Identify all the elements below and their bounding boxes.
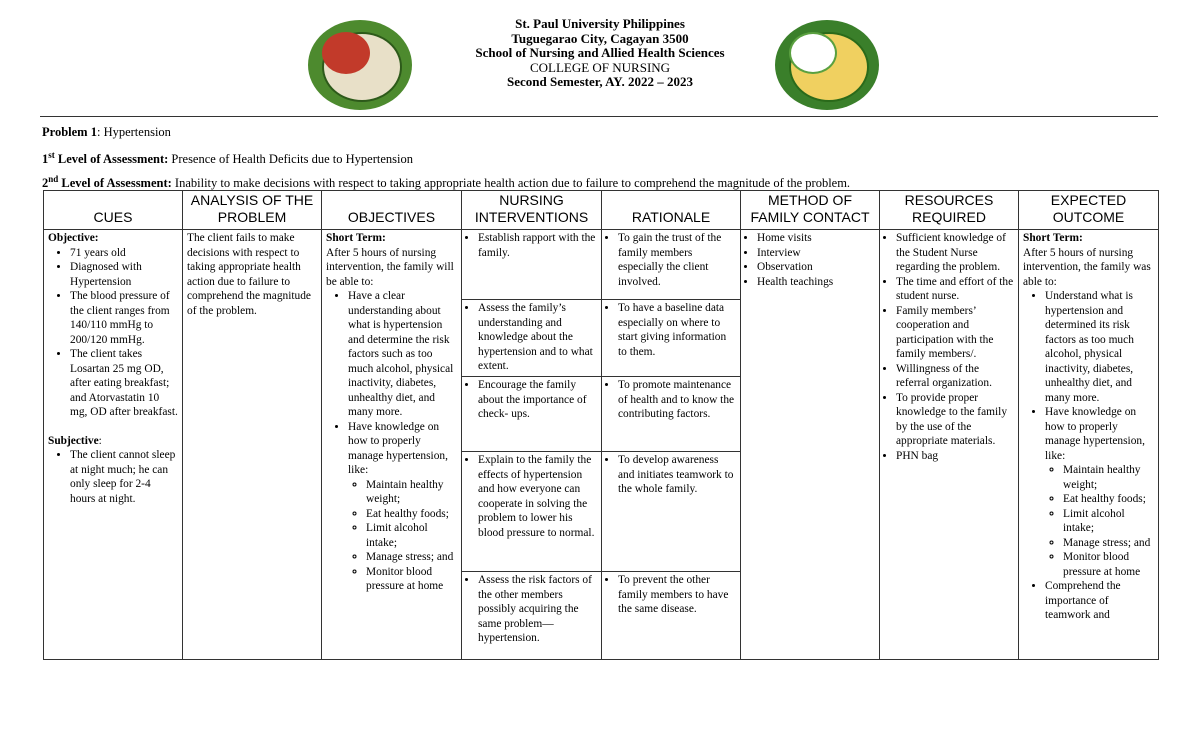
family-nursing-care-plan-table	[43, 190, 1159, 660]
rationale-cell: • To develop awareness and initiates teamwork to the whole family.	[602, 452, 741, 572]
intervention-cell: • Explain to the family the effects of hypertension and how everyone can cooperate in solving the problem to lower his blood pressure to normal.	[462, 452, 602, 572]
university-name: St. Paul University Philippines	[515, 16, 685, 31]
college-name: COLLEGE OF NURSING	[529, 59, 671, 75]
rationale-cell: • To have a baseline data especially on where to start giving information to them.	[602, 300, 741, 377]
objectives-cell: Short Term: After 5 hours of nursing intervention, the family will be able to: • Have a clear understanding about what is hypertension and determine the risk factors such as too much alcohol, physical inactivity, diabetes, unhealthy diet, and many more. • Have knowledge on how to properly manage hypertension, like: ◦ Maintain healthy weight; ◦ Eat healthy foods; ◦ Limit alcohol intake; ◦ Manage stress; and ◦ Monitor blood pressure at home	[322, 230, 462, 660]
intervention-cell: • Establish rapport with the family.	[462, 230, 602, 300]
level1-line: 1st Level of Assessment: Presence of Health Deficits due to Hypertension	[42, 150, 413, 167]
table-row	[44, 230, 1159, 300]
method-cell: • Home visits • Interview • Observation • Health teachings	[741, 230, 880, 660]
column-header: RATIONALE	[602, 191, 741, 230]
column-header: NURSING INTERVENTIONS	[462, 191, 602, 230]
resources-cell: • Sufficient knowledge of the Student Nurse regarding the problem. • The time and effort of the student nurse. • Family members’ cooperation and participation with the family members/. • Willingness of the referral organization. • To provide proper knowledge to the family by the use of the appropriate materials. • PHN bag	[880, 230, 1019, 660]
column-header: ANALYSIS OF THE PROBLEM	[183, 191, 322, 230]
intervention-cell: • Assess the risk factors of the other members possibly acquiring the same problem— hypertension.	[462, 572, 602, 660]
rationale-cell: • To prevent the other family members to have the same disease.	[602, 572, 741, 660]
analysis-cell: The client fails to make decisions with respect to taking appropriate health action due to failure to comprehend the magnitude of the problem.	[183, 230, 322, 660]
document-header	[0, 17, 1200, 90]
intervention-cell: • Assess the family’s understanding and knowledge about the hypertension and to what extent.	[462, 300, 602, 377]
column-header: OBJECTIVES	[322, 191, 462, 230]
problem-line: Problem 1: Hypertension	[42, 125, 171, 139]
school-name: School of Nursing and Allied Health Sciences	[475, 45, 725, 60]
table-header-row	[44, 191, 1159, 230]
column-header: METHOD OF FAMILY CONTACT	[741, 191, 880, 230]
column-header: RESOURCES REQUIRED	[880, 191, 1019, 230]
semester: Second Semester, AY. 2022 – 2023	[507, 74, 693, 89]
column-header: CUES	[44, 191, 183, 230]
header-divider	[40, 116, 1158, 117]
rationale-cell: • To promote maintenance of health and to know the contributing factors.	[602, 377, 741, 452]
level2-line: 2nd Level of Assessment: Inability to make decisions with respect to taking appropriate health action due to failure to comprehend the magnitude of the problem.	[42, 174, 851, 191]
university-city: Tuguegarao City, Cagayan 3500	[511, 30, 689, 46]
rationale-cell: • To gain the trust of the family members especially the client involved.	[602, 230, 741, 300]
outcome-cell: Short Term: After 5 hours of nursing intervention, the family was able to: • Understand what is hypertension and determined its risk factors as too much alcohol, physical inactivity, diabetes, unhealthy diet, and many more. • Have knowledge on how to properly manage hypertension, like: ◦ Maintain healthy weight; ◦ Eat healthy foods; ◦ Limit alcohol intake; ◦ Manage stress; and ◦ Monitor blood pressure at home • Comprehend the importance of teamwork and	[1019, 230, 1159, 660]
intervention-cell: • Encourage the family about the importance of check- ups.	[462, 377, 602, 452]
column-header: EXPECTED OUTCOME	[1019, 191, 1159, 230]
cues-cell: Objective: • 71 years old • Diagnosed with Hypertension • The blood pressure of the client ranges from 140/110 mmHg to 200/120 mmHg. • The client takes Losartan 25 mg OD, after eating breakfast; and Atorvastatin 10 mg, OD after breakfast. Subjective: • The client cannot sleep at night much; he can only sleep for 2-4 hours at night.	[44, 230, 183, 660]
